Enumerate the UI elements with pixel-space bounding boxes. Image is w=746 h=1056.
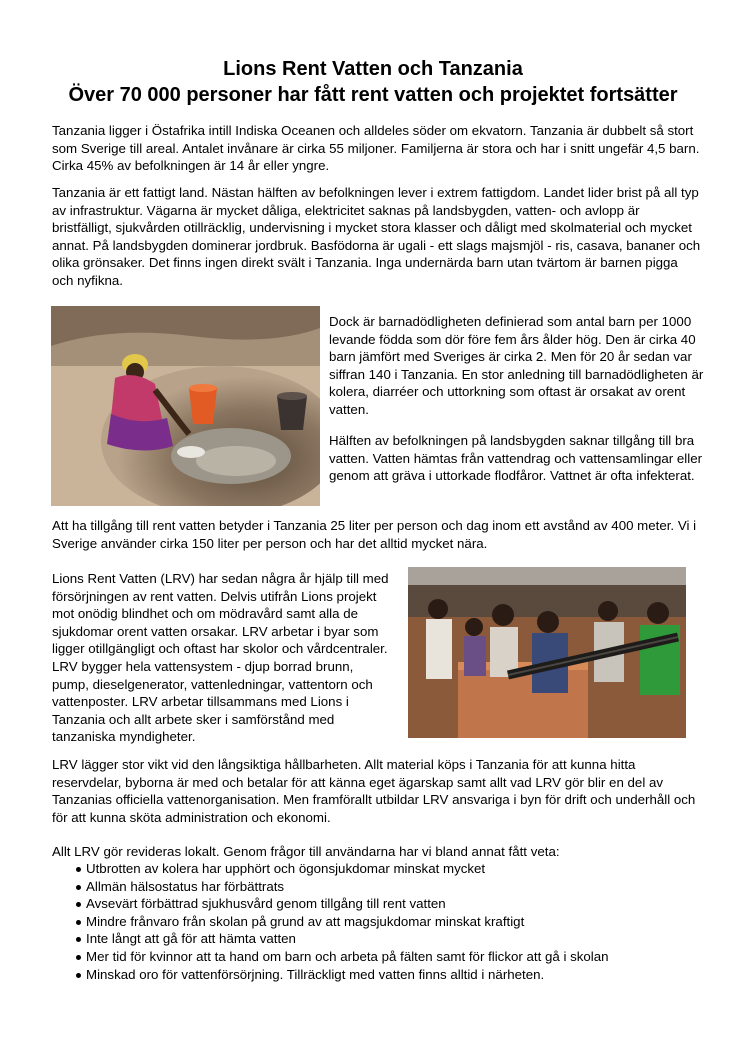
list-item: Inte långt att gå för att hämta vatten: [52, 930, 702, 948]
list-item: Mer tid för kvinnor att ta hand om barn och arbeta på fälten samt för flickor att gå i skolan: [52, 948, 702, 966]
paragraph-poverty: Tanzania är ett fattigt land. Nästan hälften av befolkningen lever i extrem fattigdom. Landet lider brist på all typ av infrastruktur. Vägarna är mycket dåliga, elektricitet saknas på landsbygden, vatten- och avlopp är bristfälligt, sjukvården otillräcklig, undervisning i mycket stora klasser och dåligt med skolmaterial och mycket annat. På landsbygden dominerar jordbruk. Basfödorna är ugali - ett slags majsmjöl - ris, casava, bananer och olika grönsaker. Det finns ingen direkt svält i Tanzania. Inga undernärda barn utan tvärtom är barnen pigga och nyfikna.: [52, 185, 701, 288]
document-title: Lions Rent Vatten och Tanzania: [223, 58, 523, 80]
paragraph-sustainability: LRV lägger stor vikt vid den långsiktiga hållbarheten. Allt material köps i Tanzania för att kunna hitta reservdelar, byborna är med och betalar för att känna eget ägarskap samt allt vad LRV gör blir en del av Tanzanias officiella vattenorganisation. Men framförallt utbildar LRV ansvariga i byn för drift och underhåll och för att kunna sköta administration och ekonomi.: [52, 757, 696, 825]
photo-woman-at-water-pit: [51, 306, 320, 506]
paragraph-water-access: Hälften av befolkningen på landsbygden saknar tillgång till bra vatten. Vatten hämtas från vattendrag och vattensamlingar eller genom att gräva i uttorkade flodfåror. Vattnet är ofta infekterat.: [329, 433, 703, 484]
results-list: [52, 860, 702, 983]
list-item: Mindre frånvaro från skolan på grund av att magsjukdomar minskat kraftigt: [52, 913, 702, 931]
paragraph-intro: Tanzania ligger i Östafrika intill Indiska Oceanen och alldeles söder om ekvatorn. Tanzania är dubbelt så stort som Sverige till areal. Antalet invånare är cirka 55 miljoner. Familjerna är stora och har i snitt ungefär 4,5 barn. Cirka 45% av befolkningen är 14 år eller yngre.: [52, 123, 700, 174]
paragraph-child-mortality: Dock är barnadödligheten definierad som antal barn per 1000 levande födda som dör före fem års ålder hög. Den är cirka 40 barn jämfört med Sveriges är cirka 2. Men för 20 år sedan var siffran 140 i Tanzania. En stor anledning till barnadödligheten är kolera, diarréer och uttorkning som oftast är orsakat av orent vatten.: [329, 314, 704, 417]
list-item: Allmän hälsostatus har förbättrats: [52, 878, 702, 896]
list-item: Avsevärt förbättrad sjukhusvård genom tillgång till rent vatten: [52, 895, 702, 913]
list-item: Minskad oro för vattenförsörjning. Tillräckligt med vatten finns alltid i närheten.: [52, 966, 702, 984]
paragraph-water-liters: Att ha tillgång till rent vatten betyder i Tanzania 25 liter per person och dag inom ett avstånd av 400 meter. Vi i Sverige använder cirka 150 liter per person och har det alltid mycket nära.: [52, 518, 697, 551]
photo-people-at-well: [408, 567, 686, 738]
paragraph-lrv-work: Lions Rent Vatten (LRV) har sedan några år hjälp till med försörjningen av rent vatten. Delvis utifrån Lions projekt mot onödig blindhet och om mödravård samt alla de sjukdomar orent vatten orsakar. LRV arbetar i byar som ligger otillgängligt och oftast har skolor och vårdcentraler. LRV bygger hela vattensystem - djup borrad brunn, pump, dieselgenerator, vattenledningar, vattentorn och vattenposter. LRV arbetar tillsammans med Lions i Tanzania och allt arbete sker i samförstånd med tanzaniska myndigheter.: [52, 571, 389, 745]
list-item: Utbrotten av kolera har upphört och ögonsjukdomar minskat mycket: [52, 860, 702, 878]
paragraph-results-intro: Allt LRV gör revideras lokalt. Genom frågor till användarna har vi bland annat fått veta:: [52, 844, 560, 859]
document-subtitle: Över 70 000 personer har fått rent vatten och projektet fortsätter: [68, 84, 678, 106]
